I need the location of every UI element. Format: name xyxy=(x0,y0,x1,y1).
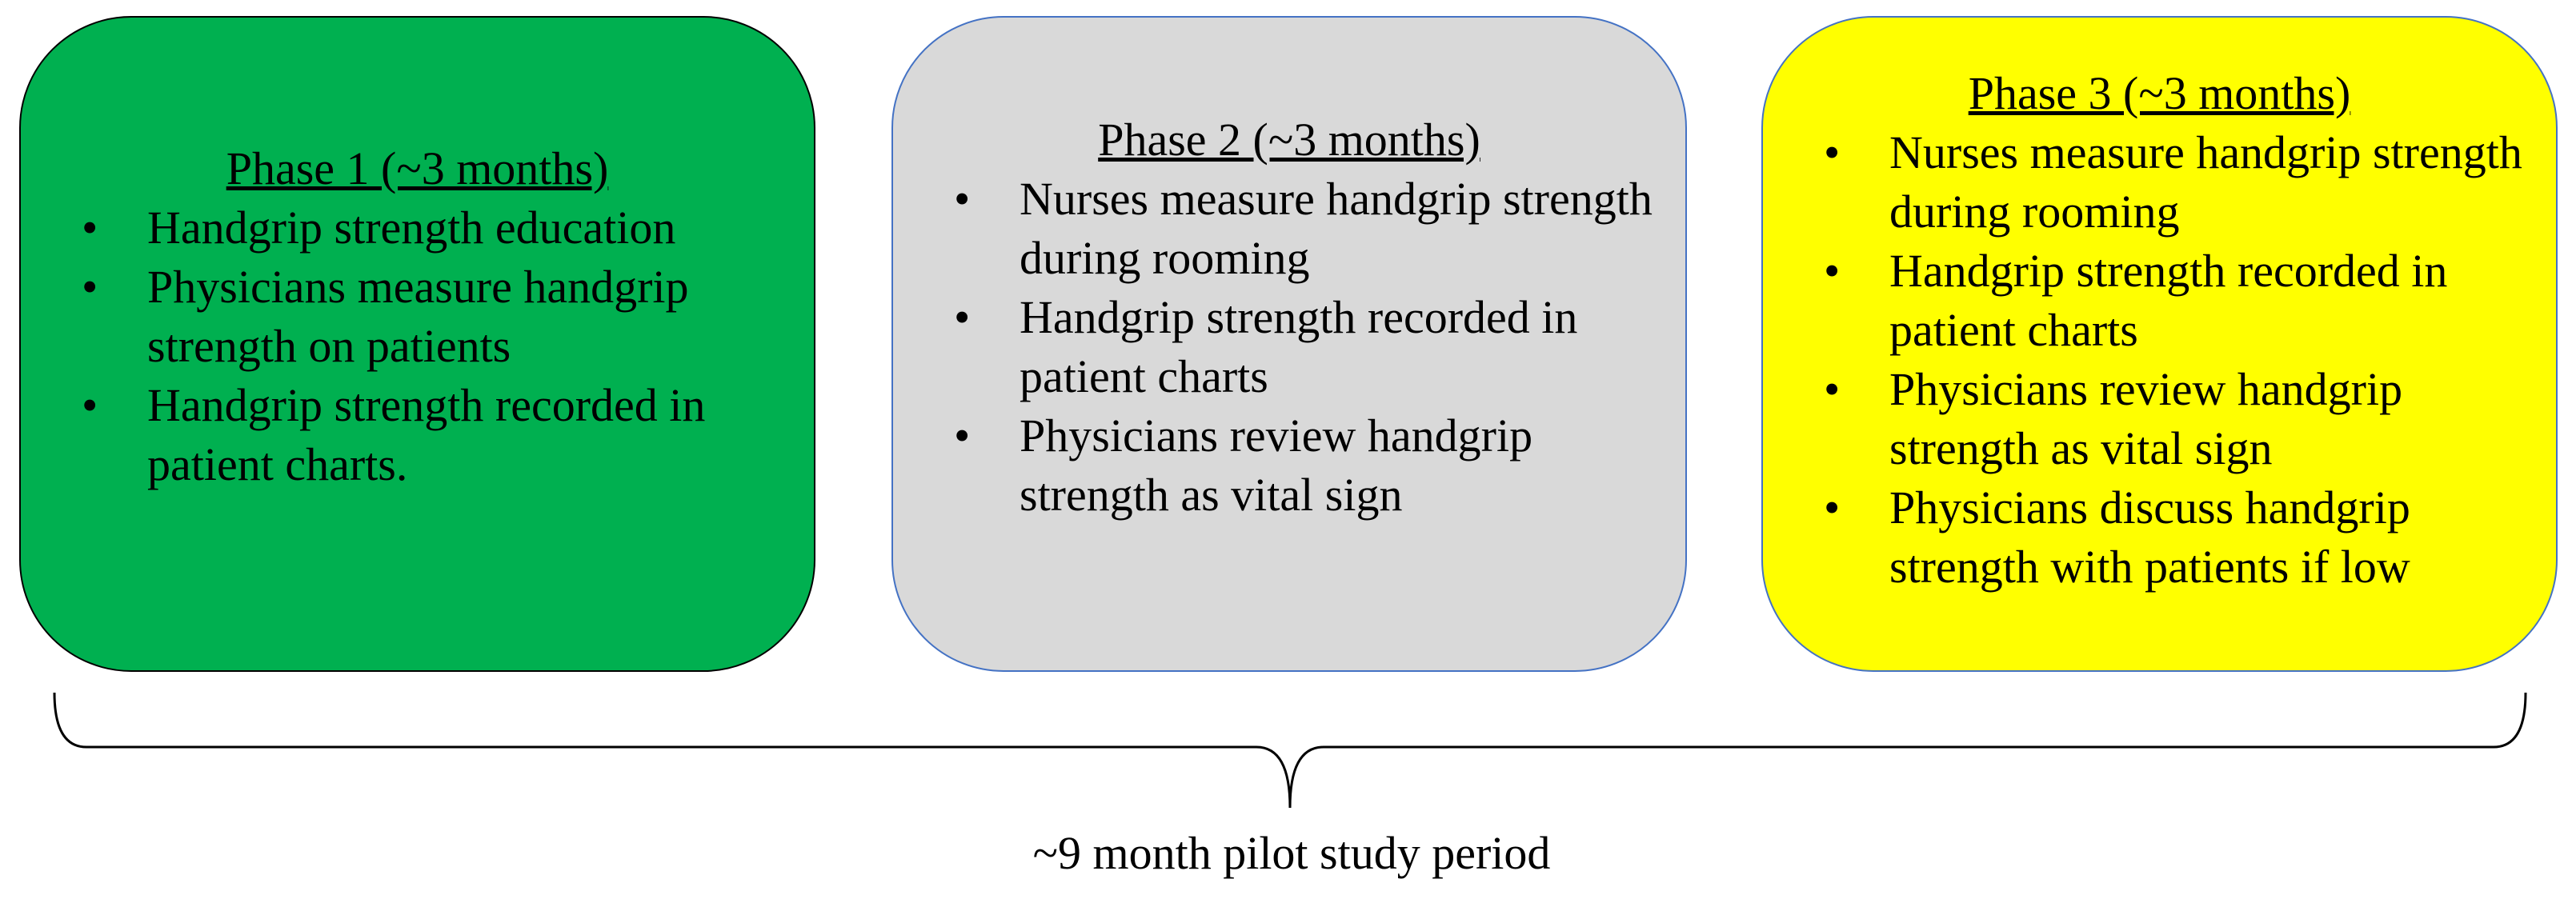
bullet-icon: • xyxy=(1824,126,1841,178)
bullet-icon: • xyxy=(1824,481,1841,533)
list-item-text: Physicians measure handgrip strength on patients xyxy=(147,261,689,372)
bullet-icon: • xyxy=(1824,363,1841,415)
brace-path xyxy=(54,693,2526,808)
phase-2-title: Phase 2 (~3 months) xyxy=(1098,114,1480,166)
list-item-text: Nurses measure handgrip strength during rooming xyxy=(1889,126,2522,238)
bullet-icon: • xyxy=(1824,245,1841,297)
list-item-text: Handgrip strength recorded in patient charts xyxy=(1889,245,2448,356)
phase-1-title: Phase 1 (~3 months) xyxy=(226,142,609,194)
bullet-icon: • xyxy=(82,202,98,254)
list-item-text: Physicians review handgrip strength as vital sign xyxy=(1889,363,2403,474)
list-item-text: Handgrip strength recorded in patient charts xyxy=(1020,291,1578,402)
phase-3-title: Phase 3 (~3 months) xyxy=(1968,67,2351,119)
bullet-icon: • xyxy=(954,291,971,343)
bullet-icon: • xyxy=(954,410,971,461)
list-item-text: Nurses measure handgrip strength during rooming xyxy=(1020,173,1653,284)
list-item-text: Physicians discuss handgrip strength with patients if low xyxy=(1889,481,2410,593)
list-item-text: Physicians review handgrip strength as vital sign xyxy=(1020,410,1533,521)
pilot-period-label: ~9 month pilot study period xyxy=(1032,827,1551,879)
bullet-icon: • xyxy=(954,173,971,225)
bullet-icon: • xyxy=(82,379,98,431)
list-item-text: Handgrip strength recorded in patient charts. xyxy=(147,379,706,490)
list-item-text: Handgrip strength education xyxy=(147,202,676,254)
bullet-icon: • xyxy=(82,261,98,313)
